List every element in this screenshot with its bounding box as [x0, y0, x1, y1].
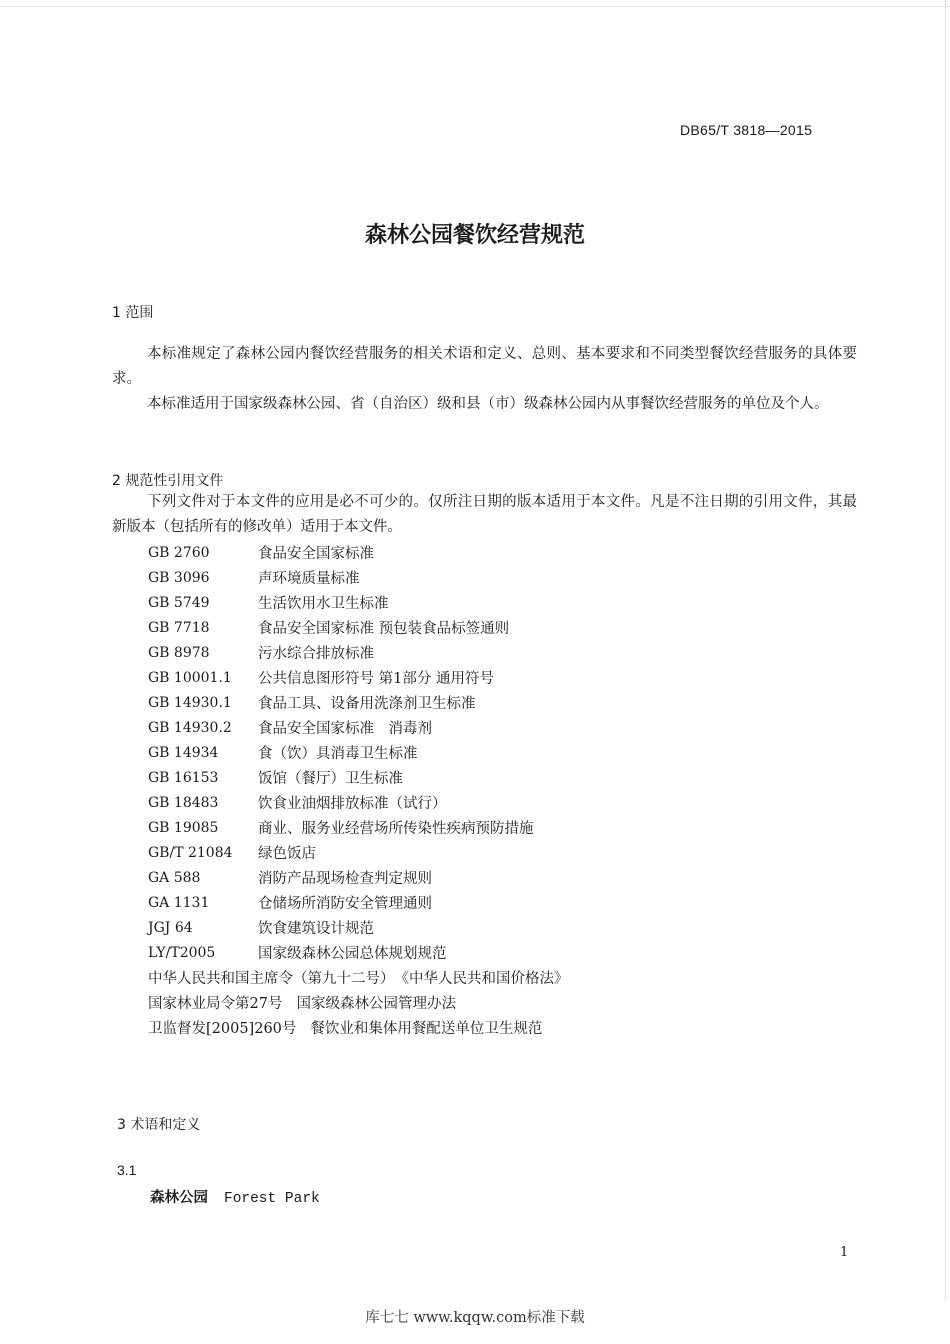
reference-item — [148, 815, 569, 840]
reference-code: GA 1131 — [148, 894, 210, 911]
reference-item — [148, 565, 569, 590]
reference-item — [148, 640, 569, 665]
watermark-text: 库七七 www.kqqw.com标准下载 — [365, 1310, 585, 1326]
regulation-code: 国家林业局令第27号 — [148, 996, 283, 1012]
reference-code: LY/T2005 — [148, 944, 216, 961]
reference-title: 国家级森林公园总体规划规范 — [258, 946, 447, 962]
section-3-heading: 3 术语和定义 — [117, 1117, 201, 1133]
reference-item — [148, 590, 569, 615]
reference-title: 食品安全国家标准 消毒剂 — [258, 721, 432, 737]
reference-title: 消防产品现场检查判定规则 — [258, 871, 432, 887]
page-number: 1 — [840, 1245, 849, 1260]
reference-title: 商业、服务业经营场所传染性疾病预防措施 — [258, 821, 534, 837]
reference-title: 食品安全国家标准 预包装食品标签通则 — [258, 621, 510, 637]
reference-title: 饭馆（餐厅）卫生标准 — [258, 771, 403, 787]
reference-item — [148, 890, 569, 915]
reference-title: 仓储场所消防安全管理通则 — [258, 896, 432, 912]
regulation-code: 中华人民共和国主席令（第九十二号） — [148, 971, 395, 987]
refs-intro: 下列文件对于本文件的应用是必不可少的。仅所注日期的版本适用于本文件。凡是不注日期的引用文件，其最新版本（包括所有的修改单）适用于本文件。 — [112, 494, 857, 535]
term-number: 3.1 — [117, 1162, 137, 1178]
reference-item — [148, 940, 569, 965]
scan-right-edge — [945, 0, 950, 1300]
regulation-title: 国家级森林公园管理办法 — [296, 996, 456, 1012]
reference-code: JGJ 64 — [148, 919, 193, 936]
reference-title: 饮食业油烟排放标准（试行） — [258, 796, 447, 812]
reference-code: GB 3096 — [148, 569, 210, 586]
scan-top-edge — [0, 0, 950, 7]
reference-code: GB 19085 — [148, 819, 219, 836]
reference-code: GB 18483 — [148, 794, 219, 811]
reference-title: 公共信息图形符号 第1部分 通用符号 — [258, 671, 494, 687]
reference-code: GB 5749 — [148, 594, 210, 611]
term-chinese: 森林公园 — [150, 1190, 208, 1206]
reference-code: GB 10001.1 — [148, 669, 232, 686]
reference-title: 食品安全国家标准 — [258, 546, 374, 562]
reference-code: GB 14930.1 — [148, 694, 232, 711]
reference-code: GB 7718 — [148, 619, 210, 636]
reference-item — [148, 765, 569, 790]
reference-code: GB 8978 — [148, 644, 210, 661]
scope-paragraph-2: 本标准适用于国家级森林公园、省（自治区）级和县（市）级森林公园内从事餐饮经营服务的单位及个人。 — [147, 396, 829, 412]
reference-item — [148, 665, 569, 690]
reference-item — [148, 840, 569, 865]
reference-title: 食（饮）具消毒卫生标准 — [258, 746, 418, 762]
reference-item — [148, 615, 569, 640]
regulation-title: 《中华人民共和国价格法》 — [394, 971, 569, 987]
reference-code: GB/T 21084 — [148, 844, 233, 861]
term-entry — [150, 1186, 320, 1207]
regulation-title: 餐饮业和集体用餐配送单位卫生规范 — [310, 1021, 543, 1037]
reference-item — [148, 690, 569, 715]
reference-item — [148, 790, 569, 815]
reference-code: GB 14930.2 — [148, 719, 232, 736]
reference-item — [148, 740, 569, 765]
regulation-item — [148, 965, 569, 990]
scope-paragraph-1: 本标准规定了森林公园内餐饮经营服务的相关术语和定义、总则、基本要求和不同类型餐饮经营服务的具体要求。 — [112, 346, 857, 387]
section-2-heading: 2 规范性引用文件 — [112, 473, 224, 489]
reference-code: GB 14934 — [148, 744, 219, 761]
reference-title: 食品工具、设备用洗涤剂卫生标准 — [258, 696, 476, 712]
standard-number: DB65/T 3818—2015 — [680, 122, 813, 138]
reference-code: GB 16153 — [148, 769, 219, 786]
reference-title: 饮食建筑设计规范 — [258, 921, 374, 937]
reference-title: 污水综合排放标准 — [258, 646, 374, 662]
document-title: 森林公园餐饮经营规范 — [364, 223, 585, 248]
reference-item — [148, 715, 569, 740]
reference-item — [148, 540, 569, 565]
reference-code: GA 588 — [148, 869, 201, 886]
term-english: Forest Park — [224, 1191, 320, 1207]
reference-title: 生活饮用水卫生标准 — [258, 596, 389, 612]
reference-title: 绿色饭店 — [258, 846, 316, 862]
reference-item — [148, 865, 569, 890]
reference-item — [148, 915, 569, 940]
reference-title: 声环境质量标准 — [258, 571, 360, 587]
reference-list — [148, 540, 569, 1040]
section-1-heading: 1 范围 — [112, 305, 154, 321]
regulation-item — [148, 1015, 569, 1040]
reference-code: GB 2760 — [148, 544, 210, 561]
regulation-item — [148, 990, 569, 1015]
regulation-code: 卫监督发[2005]260号 — [148, 1021, 297, 1037]
